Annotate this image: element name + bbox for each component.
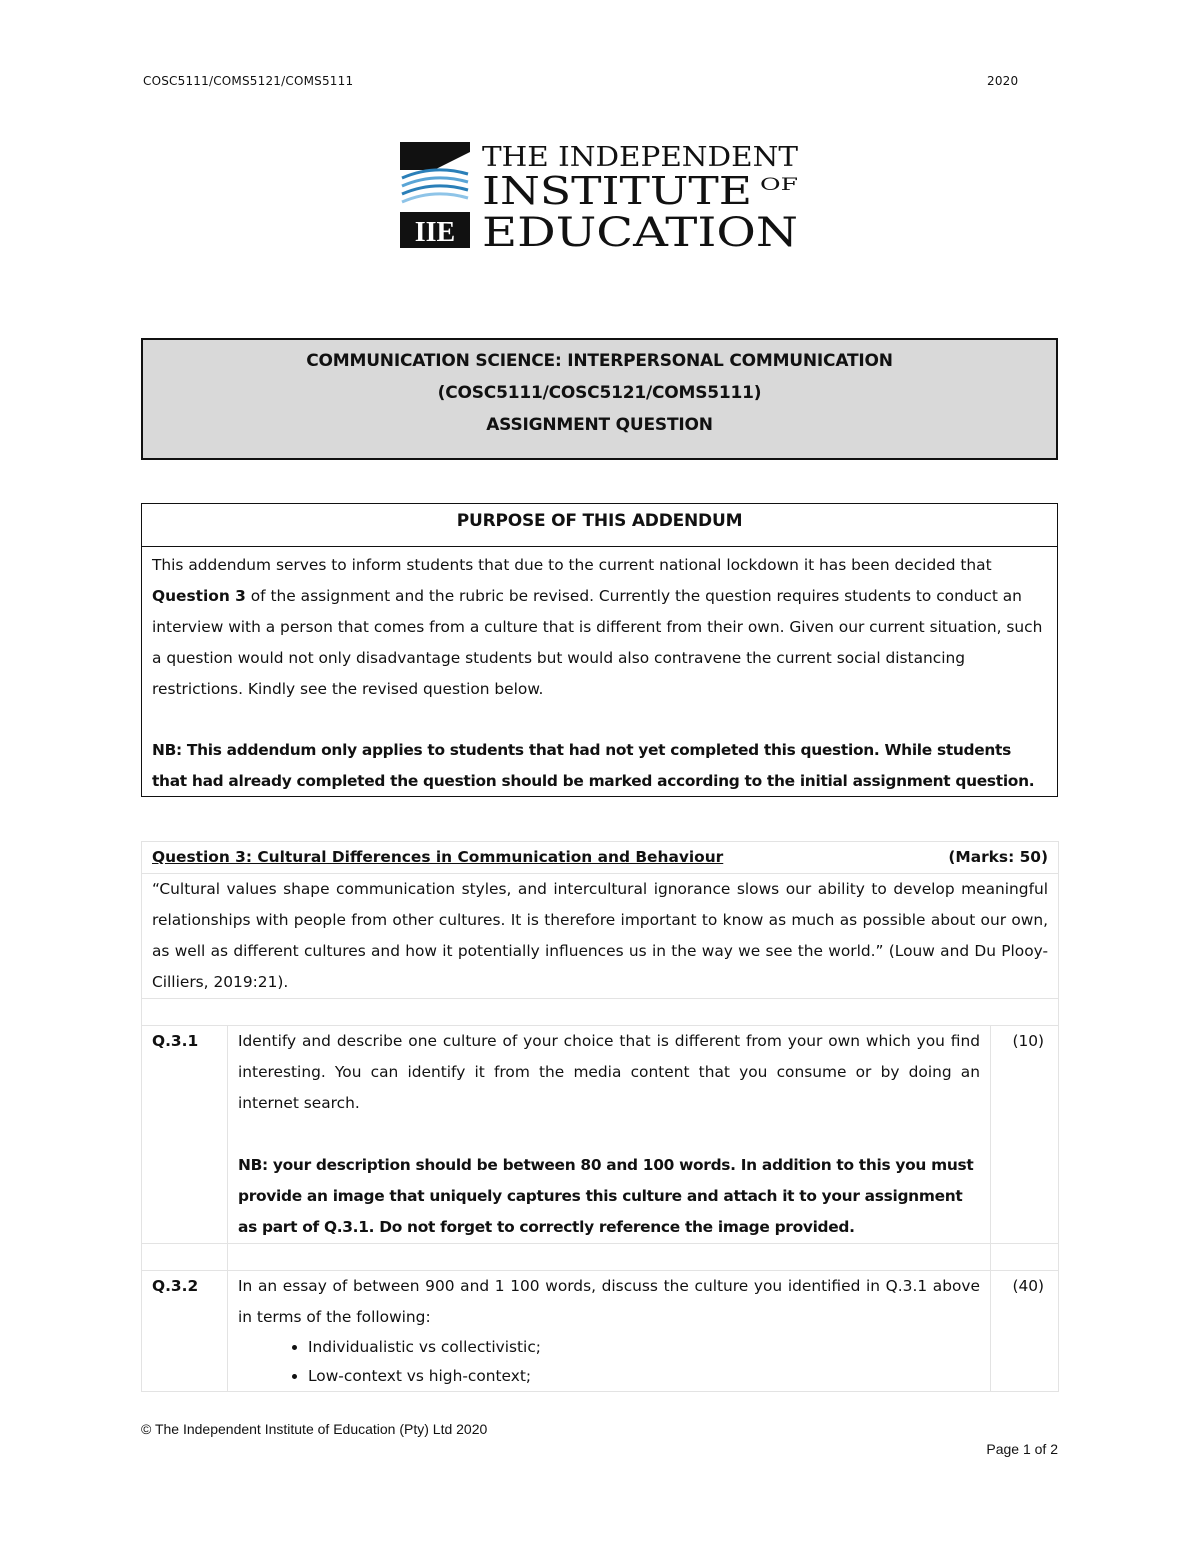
list-item: • Individualistic vs collectivistic; [308,1333,980,1362]
course-title: COMMUNICATION SCIENCE: INTERPERSONAL COMMUNICATION [306,351,893,371]
table-row [142,1026,1059,1244]
question-title: Question 3: Cultural Differences in Communication and Behaviour [152,848,724,866]
purpose-nb: NB: This addendum only applies to students that had not yet completed this question. While students that had already completed the question should be marked according to the initial assignment question. [152,741,1035,790]
question-marks: (Marks: 50) [948,848,1049,866]
spacer-row [142,1244,1059,1271]
footer-copyright: © The Independent Institute of Education (Pty) Ltd 2020 [141,1421,488,1437]
quote-row [142,874,1059,999]
q31-marks: (10) [991,1026,1059,1244]
iie-logo [398,140,800,252]
q32-number: Q.3.2 [142,1271,228,1392]
purpose-text-post: of the assignment and the rubric be revised. Currently the question requires students to conduct an interview with a person that comes from a culture that is different from their own. Given our current situation, such a question would not only disadvantage students but would also contravene the current social distancing restrictions. Kindly see the revised question below. [152,587,1043,698]
logo-line-2: INSTITUTE [482,169,752,213]
logo-line-3: EDUCATION [482,210,798,252]
title-box [141,338,1058,460]
question-header-row [142,842,1059,874]
spacer-row [142,999,1059,1026]
question-table [141,841,1059,1392]
list-item: • Low-context vs high-context; [308,1362,980,1391]
purpose-text-pre: This addendum serves to inform students that due to the current national lockdown it has been decided that [152,556,992,574]
purpose-box [141,503,1058,797]
q31-nb: NB: your description should be between 80 and 100 words. In addition to this you must provide an image that uniquely captures this culture and attach it to your assignment as part of Q.3.1. Do not forget to correctly reference the image provided. [238,1156,974,1236]
book-emblem-icon [400,142,470,248]
header-year: 2020 [987,74,1019,88]
purpose-paragraph [152,550,1047,705]
course-codes: (COSC5111/COSC5121/COMS5111) [437,383,762,403]
logo-of: OF [760,175,799,195]
footer-page-number: Page 1 of 2 [986,1441,1058,1457]
purpose-question-ref: Question 3 [152,587,246,605]
q31-text: Identify and describe one culture of your choice that is different from your own which you find interesting. You can identify it from the media content that you consume or by doing an internet search. [238,1032,980,1112]
assignment-label: ASSIGNMENT QUESTION [486,415,713,435]
q32-content [228,1271,991,1392]
header-course-codes: COSC5111/COMS5121/COMS5111 [143,74,354,88]
logo-mark: IIE [414,217,456,248]
purpose-heading: PURPOSE OF THIS ADDENDUM [142,504,1057,547]
q32-text: In an essay of between 900 and 1 100 words, discuss the culture you identified in Q.3.1 above in terms of the following: [238,1277,980,1326]
q31-number: Q.3.1 [142,1026,228,1244]
question-quote: “Cultural values shape communication styles, and intercultural ignorance slows our ability to develop meaningful relationships with people from other cultures. It is therefore important to know as much as possible about our own, as well as different cultures and how it potentially influences us in the way we see the world.” (Louw and Du Plooy-Cilliers, 2019:21). [142,874,1059,999]
logo-line-1: THE INDEPENDENT [482,142,798,173]
question-title-cell [142,842,1059,874]
q31-content [228,1026,991,1244]
q32-bullets [238,1333,980,1391]
table-row [142,1271,1059,1392]
purpose-body [142,547,1057,797]
q32-marks: (40) [991,1271,1059,1392]
